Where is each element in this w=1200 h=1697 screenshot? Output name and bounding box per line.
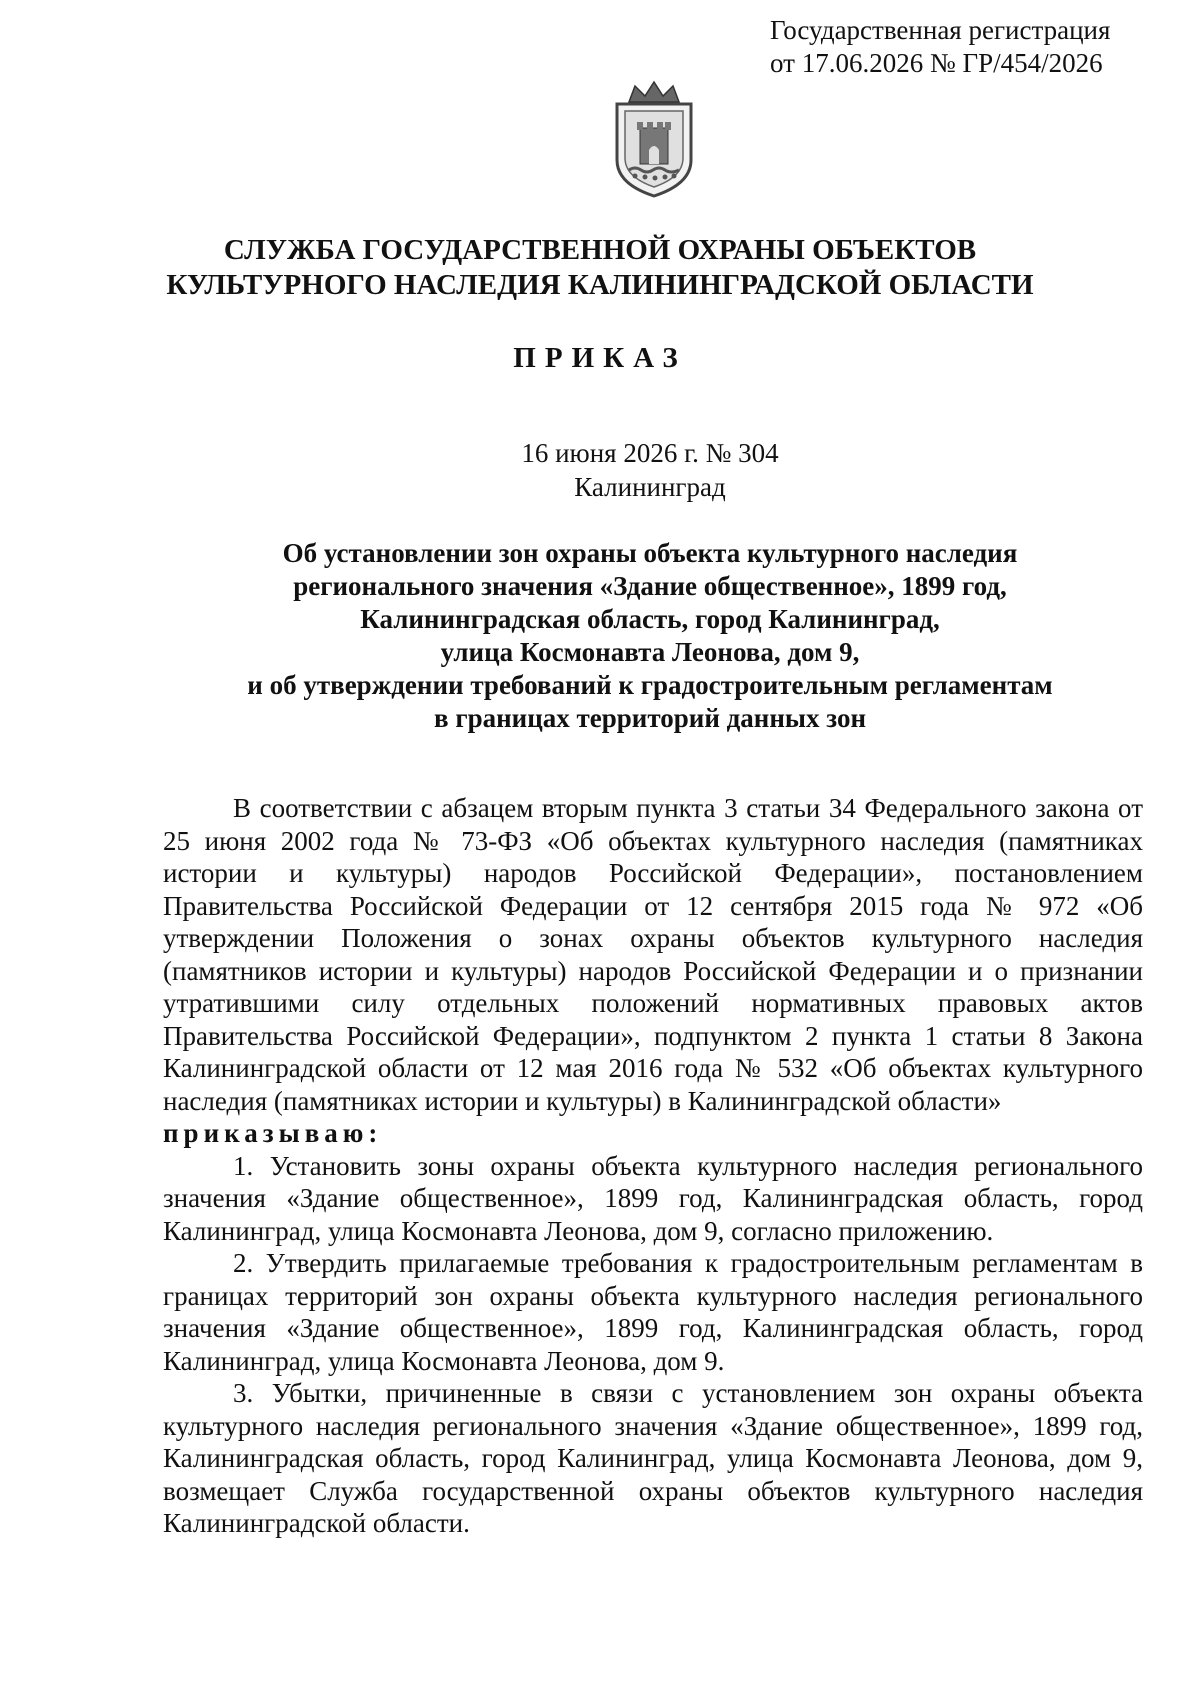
date-number: 16 июня 2026 г. № 304 bbox=[521, 438, 779, 468]
document-type: ПРИКАЗ bbox=[513, 342, 687, 374]
registration-line-2: от 17.06.2026 № ГР/454/2026 bbox=[770, 48, 1103, 78]
title-line: Об установлении зон охраны объекта культурного наследия bbox=[282, 538, 1018, 568]
registration-line-1: Государственная регистрация bbox=[770, 15, 1111, 45]
order-item-2: 2. Утвердить прилагаемые требования к градостроительным регламентам в границах территорий зон охраны объекта культурного наследия регионального значения «Здание общественное», 1899 год, Калининградская область, город Калининград, улица Космонавта Леонова, дом 9. bbox=[163, 1248, 1143, 1376]
title-line: и об утверждении требований к градостроительным регламентам bbox=[247, 670, 1053, 700]
document-title bbox=[150, 537, 1150, 735]
registration-stamp bbox=[770, 14, 1190, 80]
order-word: приказываю: bbox=[163, 1118, 383, 1148]
agency-line-1: СЛУЖБА ГОСУДАРСТВЕННОЙ ОХРАНЫ ОБЪЕКТОВ bbox=[223, 234, 977, 266]
agency-line-2: КУЛЬТУРНОГО НАСЛЕДИЯ КАЛИНИНГРАДСКОЙ ОБЛАСТИ bbox=[166, 269, 1034, 301]
preamble-text: В соответствии с абзацем вторым пункта 3 статьи 34 Федерального закона от 25 июня 2002 года № 73-ФЗ «Об объектах культурного наследия (памятниках истории и культуры) народов Российской Федерации», постановлением Правительства Российской Федерации от 12 сентября 2015 года № 972 «Об утверждении Положения о зонах охраны объектов культурного наследия (памятников истории и культуры) народов Российской Федерации и о признании утратившими силу отдельных положений нормативных правовых актов Правительства Российской Федерации», подпунктом 2 пункта 1 статьи 8 Закона Калининградской области от 12 мая 2016 года № 532 «Об объектах культурного наследия (памятниках истории и культуры) в Калининградской области» bbox=[163, 793, 1143, 1116]
order-item-3: 3. Убытки, причиненные в связи с установлением зон охраны объекта культурного наследия регионального значения «Здание общественное», 1899 год, Калининградская область, город Калининград, улица Космонавта Леонова, дом 9, возмещает Служба государственной охраны объектов культурного наследия Калининградской области. bbox=[163, 1378, 1143, 1538]
title-line: Калининградская область, город Калининград, bbox=[360, 604, 940, 634]
title-line: регионального значения «Здание общественное», 1899 год, bbox=[293, 571, 1007, 601]
order-item-1: 1. Установить зоны охраны объекта культурного наследия регионального значения «Здание общественное», 1899 год, Калининградская область, город Калининград, улица Космонавта Леонова, дом 9, согласно приложению. bbox=[163, 1150, 1143, 1246]
agency-name bbox=[0, 233, 1200, 303]
city: Калининград bbox=[574, 472, 726, 502]
title-line: улица Космонавта Леонова, дом 9, bbox=[440, 637, 860, 667]
document-body bbox=[163, 792, 1143, 1540]
title-line: в границах территорий данных зон bbox=[434, 703, 866, 733]
coat-of-arms-icon bbox=[599, 80, 709, 200]
date-and-place bbox=[0, 436, 1200, 504]
preamble-paragraph bbox=[163, 792, 1143, 1117]
